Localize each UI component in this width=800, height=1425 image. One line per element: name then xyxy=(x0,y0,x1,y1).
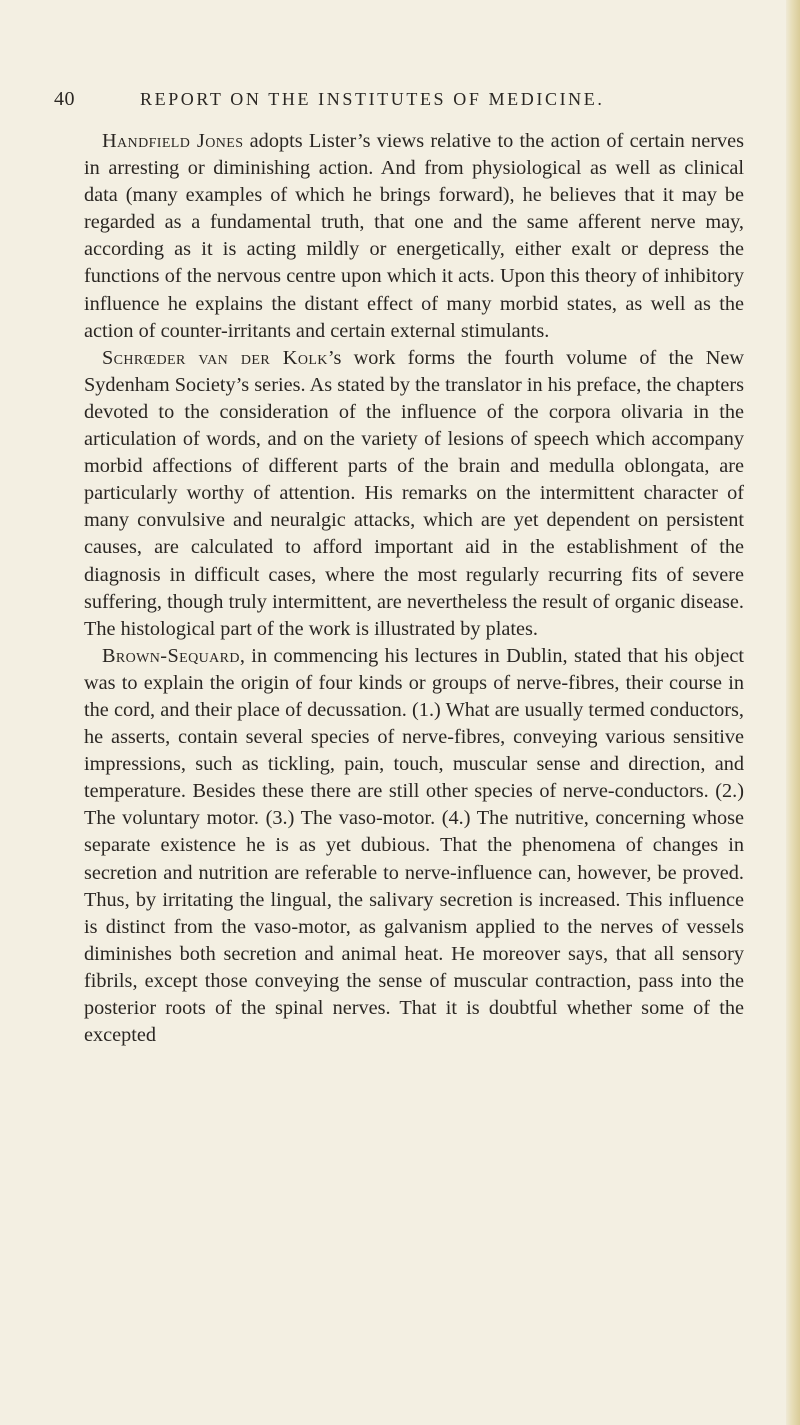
running-title: REPORT ON THE INSTITUTES OF MEDICINE. xyxy=(140,89,605,109)
author-name: Handfield Jones xyxy=(102,130,244,152)
body-text xyxy=(84,128,744,1049)
author-name: Brown-Sequard xyxy=(102,644,240,667)
paragraph-brown-sequard xyxy=(84,643,744,1049)
paragraph-handfield-jones xyxy=(84,128,744,345)
page-edge xyxy=(786,0,800,1425)
author-name: Schrœder van der Kolk xyxy=(102,346,328,369)
paragraph-text: ’s work forms the fourth volume of the New Sydenham Society’s series. As stated by the translator in his preface, the chapters devoted to the consideration of the influence of the corpora olivaria in the articulation of words, and on the variety of lesions of speech which accompany morbid affections of different parts of the brain and medulla oblongata, are particularly worthy of attention. His remarks on the intermittent character of many convulsive and neuralgic attacks, which are yet dependent on persistent causes, are calculated to afford important aid in the establishment of the diagnosis in difficult cases, where the most regularly recurring fits of severe suffering, though truly intermittent, are nevertheless the result of organic disease. The histological part of the work is illustrated by plates. xyxy=(84,346,744,640)
paragraph-schroeder-van-der-kolk xyxy=(84,345,744,643)
paragraph-text: , in commencing his lectures in Dublin, stated that his object was to explain the origin of four kinds or groups of nerve-fibres, their course in the cord, and their place of decussation. (1.) What are usually termed conductors, he asserts, contain several species of nerve-fibres, conveying various sensitive impressions, such as tickling, pain, touch, muscular sense and direction, and temperature. Besides these there are still other species of nerve-conductors. (2.) The voluntary motor. (3.) The vaso-motor. (4.) The nutritive, concerning whose separate existence he is as yet dubious. That the phenomena of changes in secretion and nutrition are referable to nerve-influence can, however, be proved. Thus, by irritating the lingual, the salivary secretion is increased. This influence is distinct from the vaso-motor, as galvanism applied to the nerves of vessels diminishes both secretion and animal heat. He moreover says, that all sensory fibrils, except those conveying the sense of muscular contraction, pass into the posterior roots of the spinal nerves. That it is doubtful whether some of the excepted xyxy=(84,644,744,1047)
page-number: 40 xyxy=(54,88,75,110)
page-header xyxy=(54,88,744,112)
paragraph-text: adopts Lister’s views relative to the action of certain nerves in arresting or diminishing action. And from physiological as well as clinical data (many examples of which he brings forward), he believes that it may be regarded as a fundamental truth, that one and the same afferent nerve may, according as it is acting mildly or energetically, either exalt or depress the functions of the nervous centre upon which it acts. Upon this theory of inhibitory influence he explains the distant effect of many morbid states, as well as the action of counter-irritants and certain external stimulants. xyxy=(84,130,744,342)
